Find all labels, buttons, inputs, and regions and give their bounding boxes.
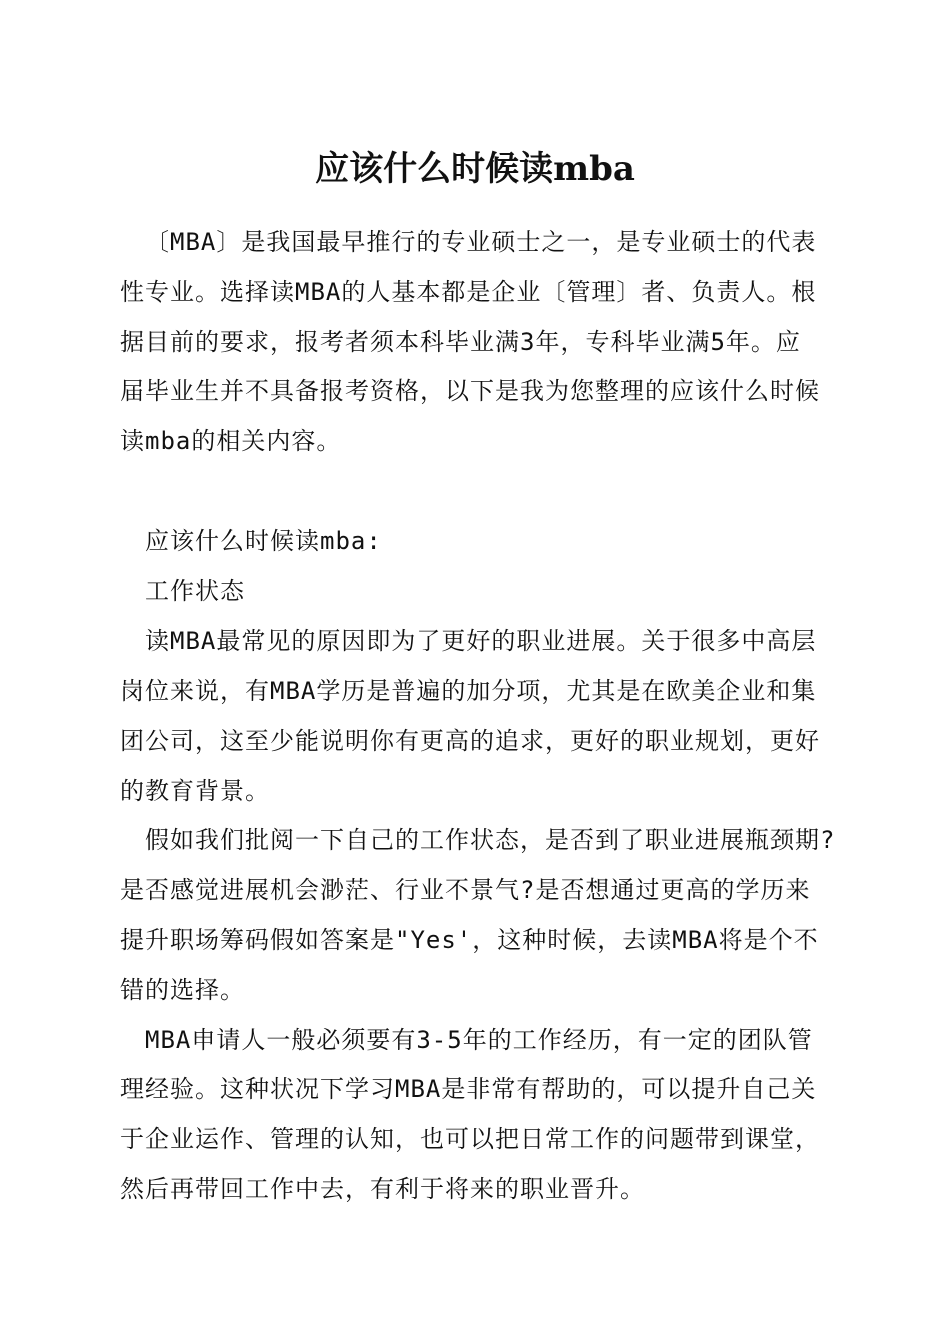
paragraph-line: 性专业。选择读MBA的人基本都是企业〔管理〕者、负责人。根: [120, 278, 817, 306]
paragraph-line: 是否感觉进展机会渺茫、行业不景气?是否想通过更高的学历来: [120, 876, 811, 904]
paragraph-line: 理经验。这种状况下学习MBA是非常有帮助的，可以提升自己关: [120, 1075, 817, 1103]
paragraph-line: 提升职场筹码假如答案是"Yes'，这种时候，去读MBA将是个不: [120, 926, 819, 954]
paragraph-line: 团公司，这至少能说明你有更高的追求，更好的职业规划，更好: [120, 727, 820, 755]
paragraph-line: 错的选择。: [120, 976, 245, 1004]
paragraph-line: 届毕业生并不具备报考资格，以下是我为您整理的应该什么时候: [120, 377, 820, 405]
paragraph-line: 读MBA最常见的原因即为了更好的职业进展。关于很多中高层: [145, 627, 817, 655]
paragraph-line: 〔MBA〕是我国最早推行的专业硕士之一，是专业硕士的代表: [145, 228, 817, 256]
subsection-heading: 工作状态: [145, 577, 245, 605]
paragraph-line: 的教育背景。: [120, 777, 270, 805]
section-heading: 应该什么时候读mba:: [145, 527, 382, 555]
document-title: 应该什么时候读mba: [315, 149, 635, 189]
paragraph-line: 据目前的要求，报考者须本科毕业满3年，专科毕业满5年。应: [120, 328, 801, 356]
paragraph-line: 然后再带回工作中去，有利于将来的职业晋升。: [120, 1175, 645, 1203]
paragraph-line: 于企业运作、管理的认知，也可以把日常工作的问题带到课堂，: [120, 1125, 820, 1153]
paragraph-line: 读mba的相关内容。: [120, 427, 342, 455]
paragraph-line: MBA申请人一般必须要有3-5年的工作经历，有一定的团队管: [145, 1026, 813, 1054]
paragraph-line: 岗位来说，有MBA学历是普遍的加分项，尤其是在欧美企业和集: [120, 677, 817, 705]
paragraph-line: 假如我们批阅一下自己的工作状态，是否到了职业进展瓶颈期?: [145, 826, 836, 854]
